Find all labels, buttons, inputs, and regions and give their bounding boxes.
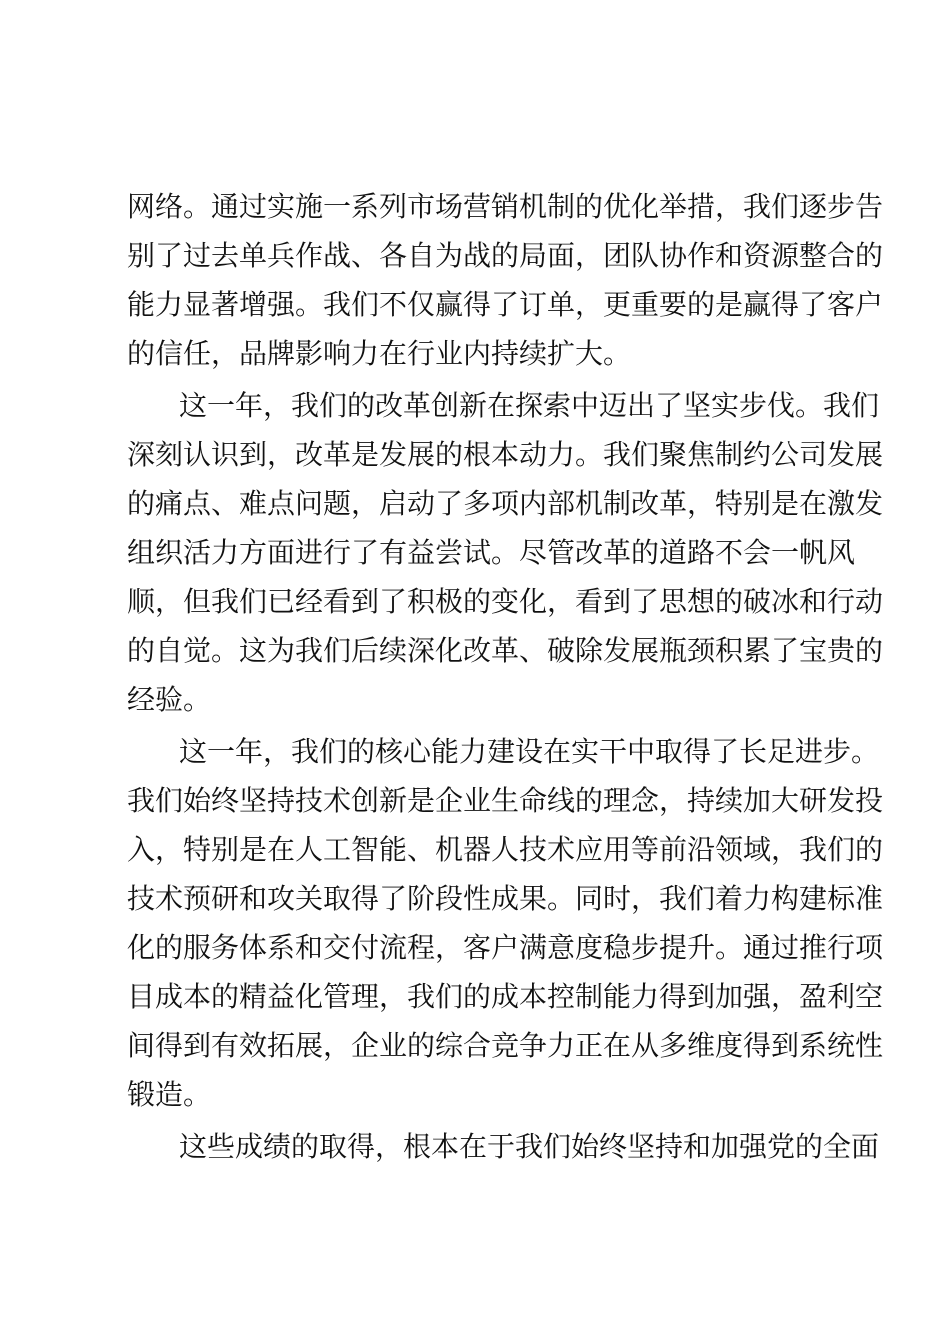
- text-line: 化的服务体系和交付流程，客户满意度稳步提升。通过推行项: [127, 931, 884, 964]
- text-line: 间得到有效拓展，企业的综合竞争力正在从多维度得到系统性: [127, 1029, 884, 1062]
- text-line: 目成本的精益化管理，我们的成本控制能力得到加强，盈利空: [127, 980, 884, 1013]
- text-line: 能力显著增强。我们不仅赢得了订单，更重要的是赢得了客户: [127, 288, 884, 321]
- text-line: 入，特别是在人工智能、机器人技术应用等前沿领域，我们的: [127, 833, 884, 866]
- text-line: 的自觉。这为我们后续深化改革、破除发展瓶颈积累了宝贵的: [127, 634, 884, 667]
- text-line: 经验。: [127, 683, 212, 716]
- paragraph: [127, 182, 884, 378]
- text-line: 组织活力方面进行了有益尝试。尽管改革的道路不会一帆风: [127, 536, 856, 569]
- text-line: 深刻认识到，改革是发展的根本动力。我们聚焦制约公司发展: [127, 438, 884, 471]
- text-line: 我们始终坚持技术创新是企业生命线的理念，持续加大研发投: [127, 784, 884, 817]
- text-line: 的信任，品牌影响力在行业内持续扩大。: [127, 337, 632, 370]
- paragraph: [127, 381, 884, 724]
- text-line: 的痛点、难点问题，启动了多项内部机制改革，特别是在激发: [127, 487, 884, 520]
- paragraph: [127, 1122, 880, 1171]
- text-line: 别了过去单兵作战、各自为战的局面，团队协作和资源整合的: [127, 239, 884, 272]
- text-line: 这些成绩的取得，根本在于我们始终坚持和加强党的全面: [179, 1130, 880, 1163]
- text-line: 顺，但我们已经看到了积极的变化，看到了思想的破冰和行动: [127, 585, 884, 618]
- text-line: 锻造。: [127, 1078, 212, 1111]
- text-line: 这一年，我们的改革创新在探索中迈出了坚实步伐。我们: [179, 389, 880, 422]
- text-line: 这一年，我们的核心能力建设在实干中取得了长足进步。: [179, 735, 880, 768]
- text-line: 网络。通过实施一系列市场营销机制的优化举措，我们逐步告: [127, 190, 884, 223]
- text-line: 技术预研和攻关取得了阶段性成果。同时，我们着力构建标准: [127, 882, 884, 915]
- paragraph: [127, 727, 884, 1119]
- document-page: [127, 182, 884, 1174]
